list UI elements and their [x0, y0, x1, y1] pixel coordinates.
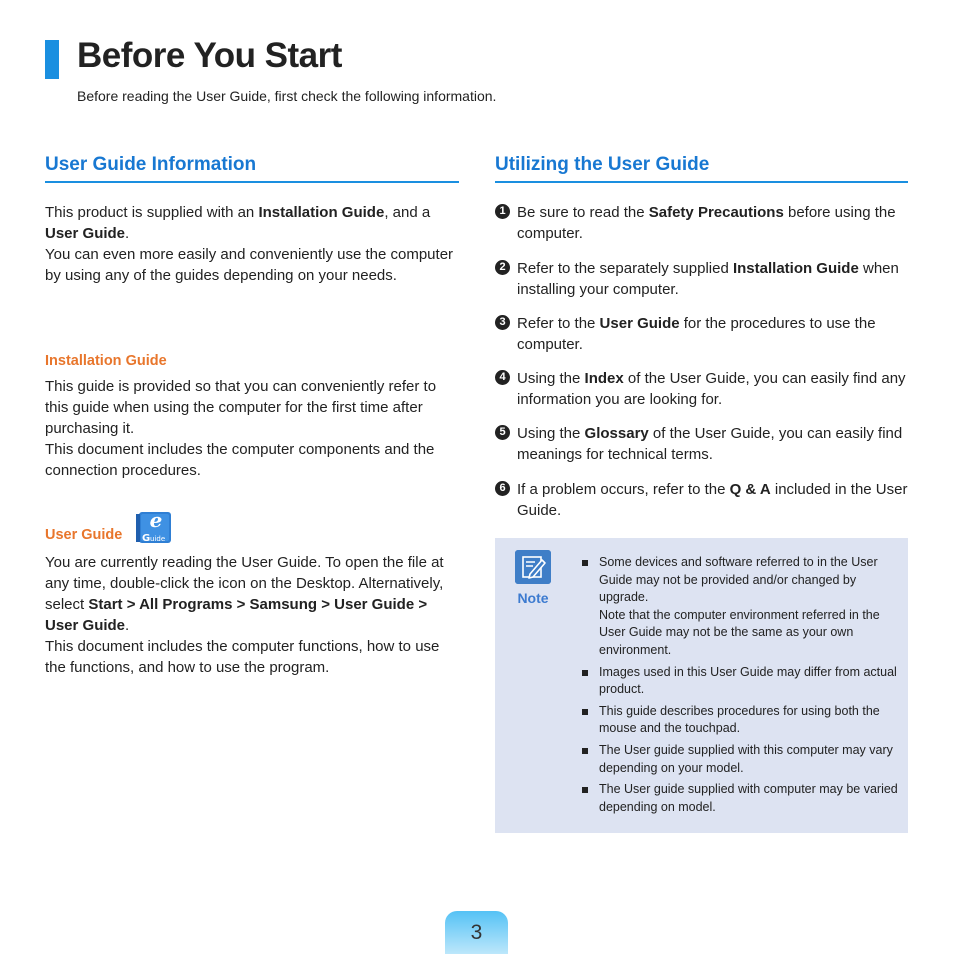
- svg-text:G: G: [142, 533, 151, 544]
- section-heading-utilizing-user-guide: Utilizing the User Guide: [495, 154, 908, 183]
- title-accent-bar: [45, 40, 59, 79]
- paragraph: This guide is provided so that you can conveniently refer to this guide when using the computer for the first time after purchasing it.: [45, 378, 437, 437]
- number-badge: 6: [495, 481, 510, 496]
- note-label: Note: [517, 590, 549, 606]
- note-item: Images used in this User Guide may differ from actual product.: [581, 664, 901, 699]
- paragraph: This document includes the computer functions, how to use the functions, and how to use the program.: [45, 638, 440, 676]
- list-item: 2 Refer to the separately supplied Installation Guide when installing your computer.: [495, 258, 908, 300]
- note-item: The User guide supplied with this computer may vary depending on your model.: [581, 742, 901, 777]
- list-item: 4 Using the Index of the User Guide, you can easily find any information you are looking for.: [495, 368, 908, 410]
- page-number: 3: [470, 921, 483, 944]
- svg-text:uide: uide: [150, 535, 166, 543]
- list-item: 3 Refer to the User Guide for the procedures to use the computer.: [495, 313, 908, 355]
- number-badge: 4: [495, 370, 510, 385]
- page-number-tab: [445, 911, 508, 954]
- number-badge: 2: [495, 260, 510, 275]
- user-guide-info-text: [45, 202, 459, 286]
- note-item: The User guide supplied with computer may be varied depending on model.: [581, 781, 901, 816]
- note-item: This guide describes procedures for using both the mouse and the touchpad.: [581, 703, 901, 738]
- page-title: Before You Start: [77, 36, 342, 75]
- number-badge: 3: [495, 315, 510, 330]
- note-pencil-icon: [515, 550, 551, 584]
- paragraph: This product is supplied with an Installation Guide, and a User Guide.: [45, 204, 431, 242]
- number-badge: 5: [495, 425, 510, 440]
- number-badge: 1: [495, 204, 510, 219]
- user-guide-text: [45, 552, 459, 678]
- paragraph: You can even more easily and conveniently use the computer by using any of the guides depending on your needs.: [45, 246, 454, 284]
- note-box: [495, 538, 908, 833]
- note-list: [581, 554, 901, 820]
- subheading-user-guide: User Guide: [45, 527, 123, 543]
- user-guide-subheading-row: [45, 527, 459, 543]
- list-item: 5 Using the Glossary of the User Guide, you can easily find meanings for technical terms.: [495, 423, 908, 465]
- list-item: 6 If a problem occurs, refer to the Q & A included in the User Guide.: [495, 479, 908, 521]
- installation-guide-block: [45, 353, 459, 481]
- e-guide-icon: [135, 508, 173, 544]
- paragraph: You are currently reading the User Guide. To open the file at any time, double-click the icon on the Desktop. Alternatively, select Start > All Programs > Samsung > User Guide > User Guide.: [45, 554, 444, 634]
- section-heading-user-guide-information: User Guide Information: [45, 154, 459, 183]
- page-intro: Before reading the User Guide, first check the following information.: [77, 88, 497, 104]
- subheading-installation-guide: Installation Guide: [45, 353, 167, 369]
- svg-text:e: e: [149, 508, 163, 532]
- note-item: Some devices and software referred to in the User Guide may not be provided and/or changed by upgrade. Note that the computer environment referred in the User Guide may not be the same as your own environment.: [581, 554, 901, 660]
- paragraph: This document includes the computer components and the connection procedures.: [45, 441, 435, 479]
- list-item: 1 Be sure to read the Safety Precautions before using the computer.: [495, 202, 908, 244]
